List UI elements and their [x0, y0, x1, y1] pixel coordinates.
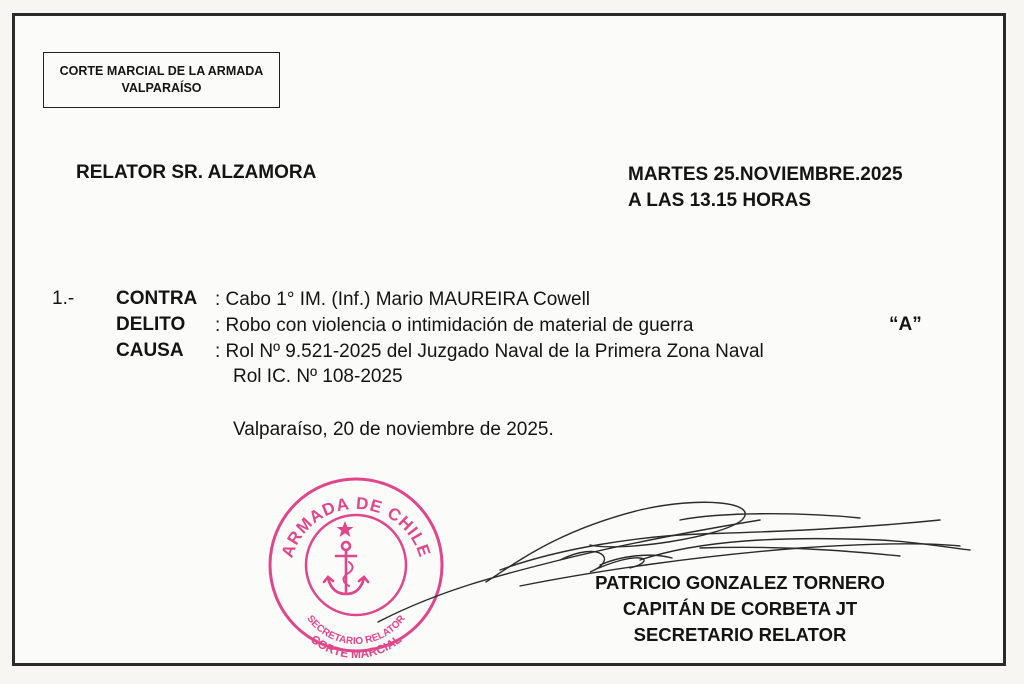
- stamp-bottom-text-1: SECRETARIO RELATOR: [304, 613, 408, 648]
- hearing-time: A LAS 13.15 HORAS: [628, 190, 812, 211]
- case-number: 1.-: [52, 288, 75, 309]
- stamp-top-text: ARMADA DE CHILE: [277, 493, 435, 560]
- signatory-rank: CAPITÁN DE CORBETA JT: [622, 598, 858, 619]
- delito-label: DELITO: [116, 314, 186, 335]
- causa-value-2: Rol IC. Nº 108-2025: [233, 366, 403, 387]
- signatory-role: SECRETARIO RELATOR: [633, 624, 847, 645]
- institution-city: VALPARAÍSO: [121, 81, 202, 95]
- signatory-name: PATRICIO GONZALEZ TORNERO: [595, 572, 885, 593]
- place-date: Valparaíso, 20 de noviembre de 2025.: [233, 419, 554, 440]
- contra-label: CONTRA: [116, 288, 198, 309]
- hearing-date: MARTES 25.NOVIEMBRE.2025: [628, 164, 903, 185]
- category-label: “A”: [889, 314, 922, 335]
- causa-value-1: : Rol Nº 9.521-2025 del Juzgado Naval de la Primera Zona Naval: [215, 341, 764, 362]
- contra-value: : Cabo 1° IM. (Inf.) Mario MAUREIRA Cowell: [215, 289, 591, 310]
- causa-label: CAUSA: [116, 340, 184, 361]
- stamp-bottom-text-2: CORTE MARCIAL: [307, 632, 405, 662]
- relator-line: RELATOR SR. ALZAMORA: [76, 162, 317, 183]
- institution-name: CORTE MARCIAL DE LA ARMADA: [59, 64, 264, 78]
- delito-value: : Robo con violencia o intimidación de material de guerra: [215, 315, 694, 336]
